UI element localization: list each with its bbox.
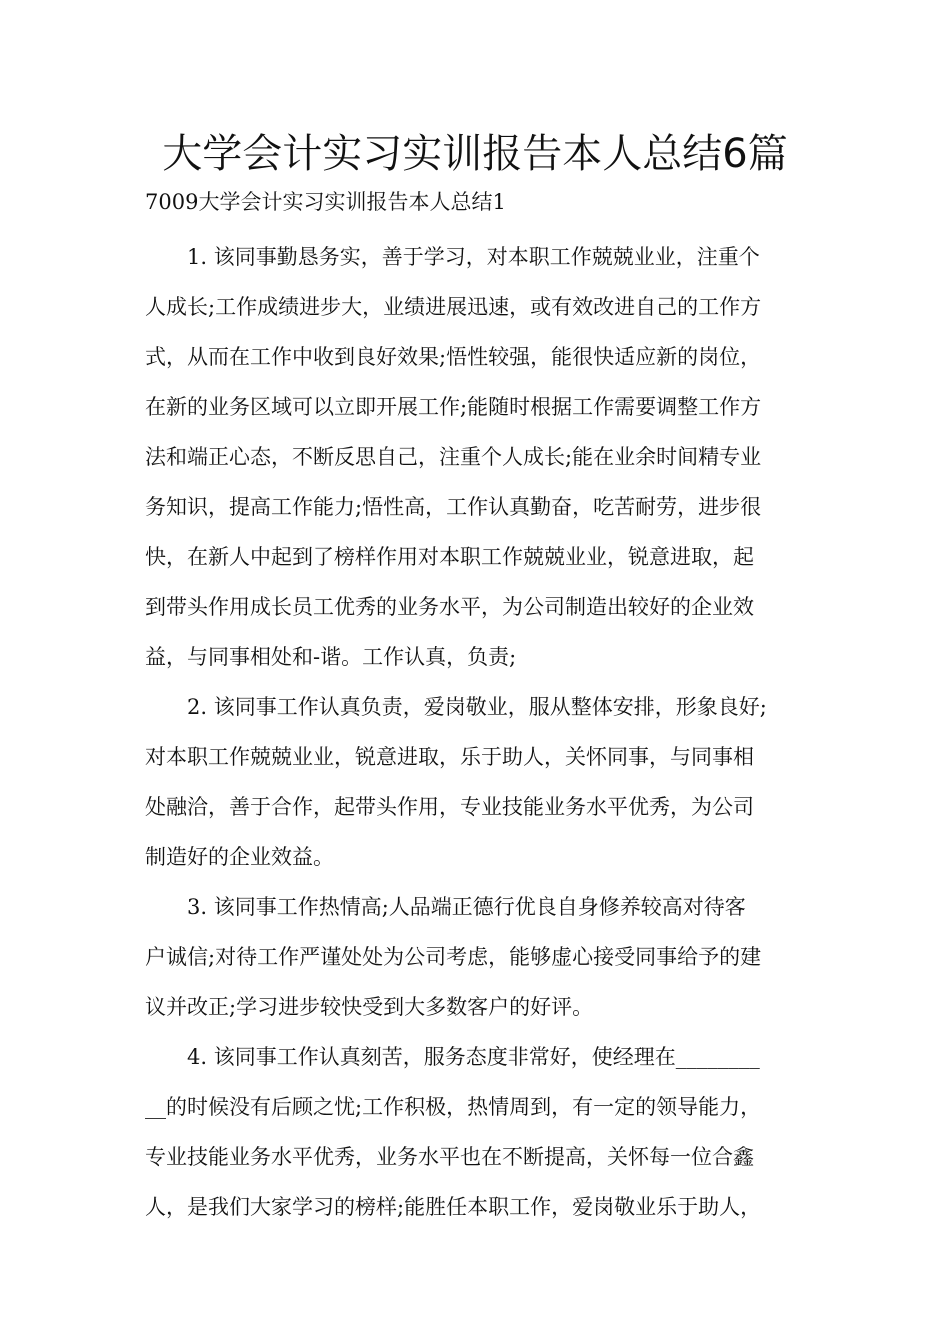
paragraph-line: 对本职工作兢兢业业，锐意进取，乐于助人，关怀同事，与同事相 — [145, 745, 754, 769]
document-subtitle: 7009大学会计实习实训报告本人总结1 — [145, 190, 506, 214]
paragraph-1 — [145, 232, 813, 682]
paragraph-line: 处融洽，善于合作，起带头作用，专业技能业务水平优秀，为公司 — [145, 795, 754, 819]
paragraph-line: 法和端正心态，不断反思自己，注重个人成长;能在业余时间精专业 — [145, 445, 762, 469]
paragraph-line: 制造好的企业效益。 — [145, 845, 334, 869]
paragraph-line: 务知识，提高工作能力;悟性高，工作认真勤奋，吃苦耐劳，进步很 — [145, 495, 762, 519]
paragraph-line: 户诚信;对待工作严谨处处为公司考虑，能够虚心接受同事给予的建 — [145, 945, 762, 969]
paragraph-line: 快，在新人中起到了榜样作用对本职工作兢兢业业，锐意进取，起 — [145, 545, 754, 569]
paragraph-3 — [145, 882, 813, 1032]
paragraph-line: 1. 该同事勤恳务实，善于学习，对本职工作兢兢业业，注重个 — [187, 245, 760, 269]
document-body — [145, 232, 813, 1232]
paragraph-line: 专业技能业务水平优秀，业务水平也在不断提高，关怀每一位合鑫 — [145, 1145, 754, 1169]
paragraph-line: 人，是我们大家学习的榜样;能胜任本职工作，爱岗敬业乐于助人， — [145, 1195, 762, 1219]
paragraph-line: 2. 该同事工作认真负责，爱岗敬业，服从整体安排，形象良好; — [187, 695, 767, 719]
paragraph-line: 人成长;工作成绩进步大，业绩进展迅速，或有效改进自己的工作方 — [145, 295, 762, 319]
document-title: 大学会计实习实训报告本人总结6篇 — [162, 131, 788, 177]
paragraph-line: 4. 该同事工作认真刻苦，服务态度非常好，使经理在________ — [187, 1045, 760, 1069]
paragraph-line: 到带头作用成长员工优秀的业务水平，为公司制造出较好的企业效 — [145, 595, 754, 619]
paragraph-2 — [145, 682, 813, 882]
paragraph-line: 3. 该同事工作热情高;人品端正德行优良自身修养较高对待客 — [187, 895, 746, 919]
paragraph-line: 在新的业务区域可以立即开展工作;能随时根据工作需要调整工作方 — [145, 395, 762, 419]
paragraph-line: 议并改正;学习进步较快受到大多数客户的好评。 — [145, 995, 594, 1019]
paragraph-line: 式，从而在工作中收到良好效果;悟性较强，能很快适应新的岗位， — [145, 345, 762, 369]
paragraph-line: 益，与同事相处和-谐。工作认真，负责; — [145, 645, 517, 669]
paragraph-line: __的时候没有后顾之忧;工作积极，热情周到，有一定的领导能力， — [145, 1095, 762, 1119]
paragraph-4 — [145, 1032, 813, 1232]
